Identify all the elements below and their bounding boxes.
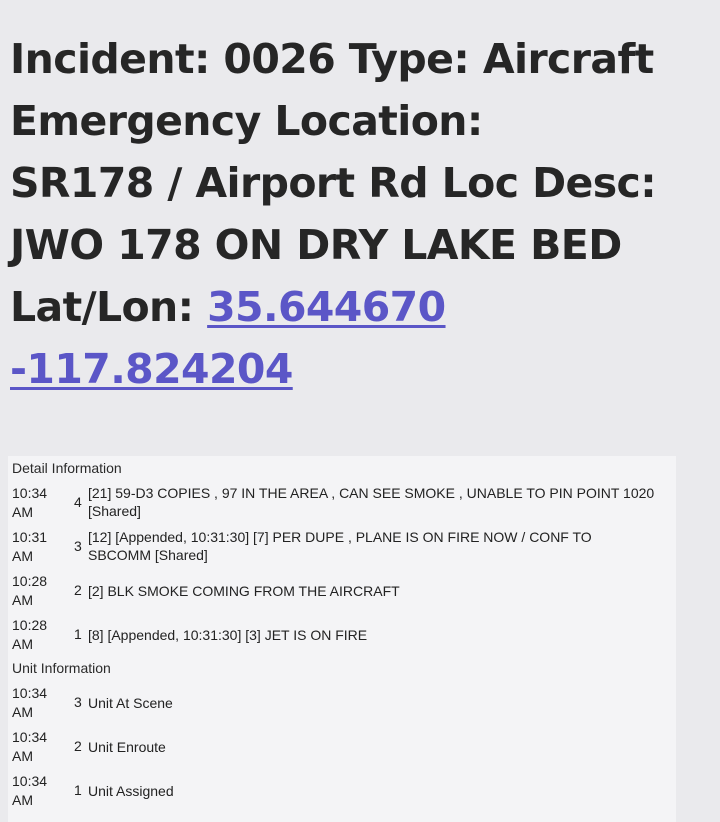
unit-information-title: Unit Information	[12, 660, 111, 676]
detail-row	[12, 528, 672, 568]
row-text: [12] [Appended, 10:31:30] [7] PER DUPE , PLANE IS ON FIRE NOW / CONF TO SBCOMM [Shared]	[88, 529, 592, 563]
detail-row	[12, 572, 672, 612]
row-time: 10:34 AM	[12, 729, 48, 764]
row-number: 1	[74, 782, 82, 798]
row-text: [21] 59-D3 COPIES , 97 IN THE AREA , CAN SEE SMOKE , UNABLE TO PIN POINT 1020 [Shared]	[88, 485, 655, 519]
row-number: 2	[74, 738, 82, 754]
headline-line-5	[10, 276, 715, 338]
row-time: 10:34 AM	[12, 773, 48, 808]
detail-row	[12, 616, 672, 656]
row-text: Unit Enroute	[88, 739, 166, 755]
headline-line-4: JWO 178 ON DRY LAKE BED	[10, 221, 622, 269]
row-text: [8] [Appended, 10:31:30] [3] JET IS ON FIRE	[88, 627, 368, 643]
unit-row	[12, 728, 672, 768]
longitude-link[interactable]: -117.824204	[10, 345, 293, 393]
row-number: 4	[74, 494, 82, 510]
headline-line-3: SR178 / Airport Rd Loc Desc:	[10, 159, 657, 207]
row-number: 2	[74, 582, 82, 598]
row-number: 1	[74, 626, 82, 642]
unit-row	[12, 772, 672, 812]
row-time: 10:28 AM	[12, 617, 48, 652]
latitude-link[interactable]: 35.644670	[207, 283, 446, 331]
row-text: Unit Assigned	[88, 783, 174, 799]
row-time: 10:34 AM	[12, 685, 48, 720]
headline-line-1: Incident: 0026 Type: Aircraft	[10, 35, 654, 83]
latlon-label: Lat/Lon:	[10, 283, 208, 331]
row-number: 3	[74, 538, 82, 554]
row-time: 10:34 AM	[12, 485, 48, 520]
headline-line-6	[10, 338, 715, 400]
headline-line-2: Emergency Location:	[10, 97, 483, 145]
row-text: Unit At Scene	[88, 695, 173, 711]
row-text: [2] BLK SMOKE COMING FROM THE AIRCRAFT	[88, 583, 400, 599]
incident-headline	[10, 28, 715, 400]
row-time: 10:28 AM	[12, 573, 48, 608]
row-time: 10:31 AM	[12, 529, 48, 564]
detail-row	[12, 484, 672, 524]
detail-information-title: Detail Information	[12, 460, 122, 476]
unit-row	[12, 684, 672, 724]
row-number: 3	[74, 694, 82, 710]
